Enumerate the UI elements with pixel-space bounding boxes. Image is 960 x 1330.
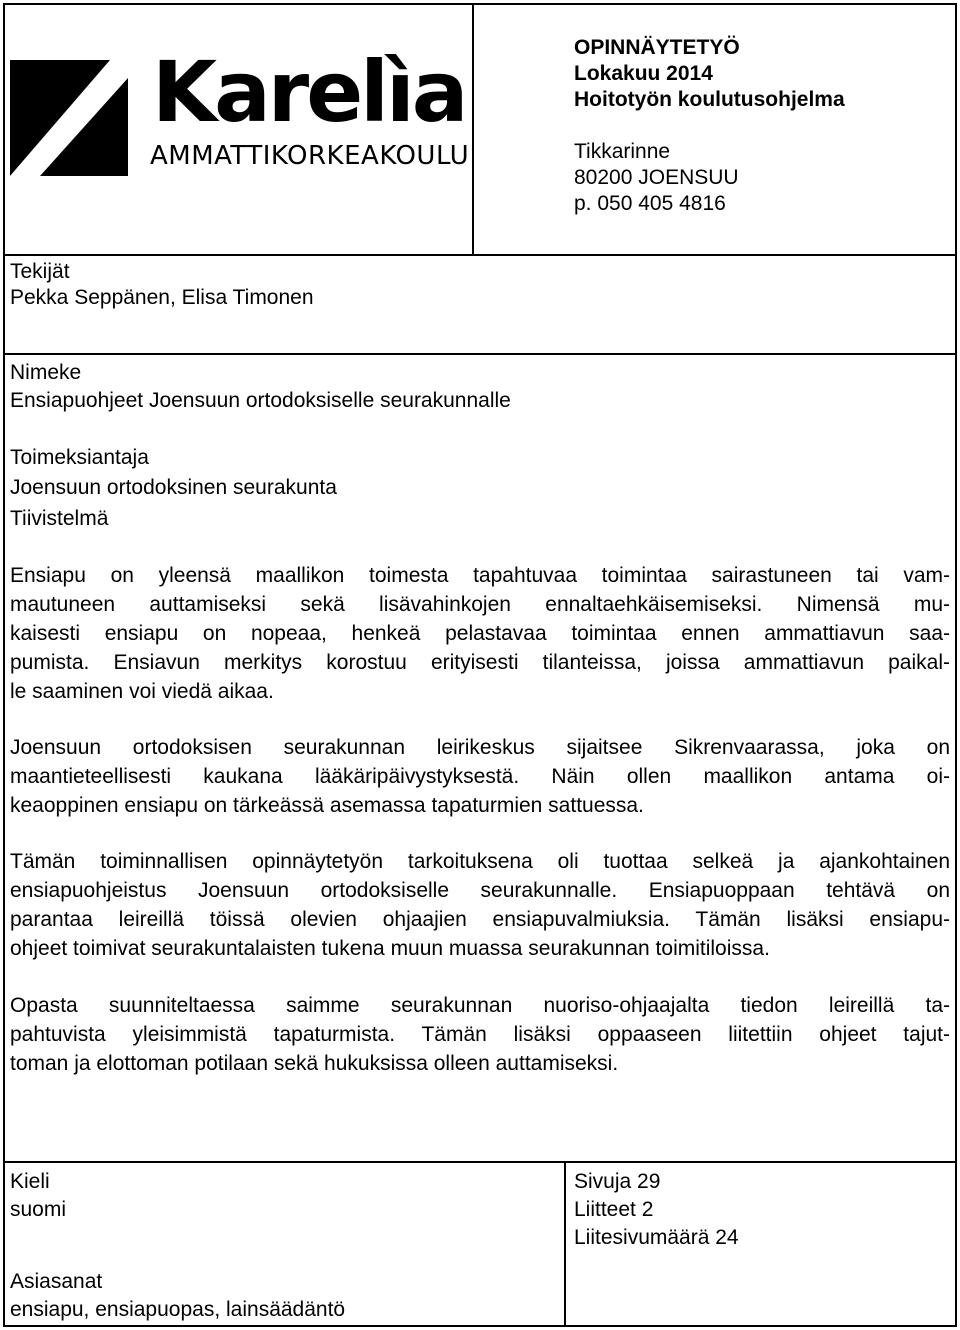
- abstract-line: ohjeet toimivat seurakuntalaisten tukena muun muassa seurakunnan toimitiloissa.: [10, 937, 770, 960]
- address-city: 80200 JOENSUU: [574, 166, 739, 189]
- appendix-count: Liitteet 2: [574, 1198, 654, 1221]
- abstract-line: pumista. Ensiavun merkitys korostuu erityisesti tilanteissa, joissa ammattiavun paikal-: [10, 651, 950, 674]
- abstract-line: Tämän toiminnallisen opinnäytetyön tarkoituksena oli tuottaa selkeä ja ajankohtainen: [10, 850, 950, 873]
- logo-wordmark: Karelìa: [152, 43, 466, 141]
- abstract-line: Opasta suunniteltaessa saimme seurakunnan nuoriso-ohjaajalta tiedon leireillä ta-: [10, 994, 950, 1017]
- karelia-logo: [10, 43, 470, 178]
- abstract-line: kaisesti ensiapu on nopeaa, henkeä pelastavaa toimintaa ennen ammattiavun saa-: [10, 622, 950, 645]
- abstract-paragraph-1: [10, 561, 950, 706]
- doc-date: Lokakuu 2014: [574, 62, 713, 85]
- language-label: Kieli: [10, 1170, 50, 1193]
- page-count: Sivuja 29: [574, 1170, 661, 1193]
- appendix-page-count: Liitesivumäärä 24: [574, 1226, 739, 1249]
- abstract-line: Ensiapu on yleensä maallikon toimesta tapahtuvaa toimintaa sairastuneen tai vam-: [10, 564, 950, 587]
- phone-number: p. 050 405 4816: [574, 192, 726, 215]
- abstract-paragraph-4: [10, 991, 950, 1078]
- logo-subtitle: AMMATTIKORKEAKOULU: [150, 141, 470, 171]
- abstract-paragraph-3: [10, 847, 950, 963]
- title-label: Nimeke: [10, 361, 82, 384]
- commissioner-label: Toimeksiantaja: [10, 446, 149, 469]
- abstract-line: maantieteellisesti kaukana lääkäripäivystyksestä. Näin ollen maallikon antama oi-: [10, 765, 950, 788]
- keywords-value: ensiapu, ensiapuopas, lainsäädäntö: [10, 1298, 346, 1321]
- abstract-label: Tiivistelmä: [10, 507, 109, 530]
- title-value: Ensiapuohjeet Joensuun ortodoksiselle seurakunnalle: [10, 389, 511, 412]
- degree-program: Hoitotyön koulutusohjelma: [574, 88, 845, 111]
- abstract-line: ensiapuohjeistus Joensuun ortodoksiselle seurakunnalle. Ensiapuoppaan tehtävä on: [10, 879, 950, 902]
- abstract-line: pahtuvista yleisimmistä tapaturmista. Tämän lisäksi oppaaseen liitettiin ohjeet tajut-: [10, 1023, 950, 1046]
- abstract-line: le saaminen voi viedä aikaa.: [10, 680, 274, 703]
- abstract-line: keaoppinen ensiapu on tärkeässä asemassa tapaturmien sattuessa.: [10, 794, 644, 817]
- abstract-line: Joensuun ortodoksisen seurakunnan leirikeskus sijaitsee Sikrenvaarassa, joka on: [10, 736, 950, 759]
- doc-type: OPINNÄYTETYÖ: [574, 36, 740, 59]
- keywords-label: Asiasanat: [10, 1270, 103, 1293]
- authors-label: Tekijät: [10, 260, 70, 283]
- address-street: Tikkarinne: [574, 140, 671, 163]
- abstract-line: parantaa leireillä töissä olevien ohjaajien ensiapuvalmiuksia. Tämän lisäksi ensiapu-: [10, 908, 950, 931]
- authors-value: Pekka Seppänen, Elisa Timonen: [10, 286, 314, 309]
- abstract-line: toman ja elottoman potilaan sekä hukuksissa olleen auttamiseksi.: [10, 1052, 619, 1075]
- commissioner-value: Joensuun ortodoksinen seurakunta: [10, 476, 337, 499]
- language-value: suomi: [10, 1198, 67, 1221]
- abstract-paragraph-2: [10, 733, 950, 820]
- abstract-line: mautuneen auttamiseksi sekä lisävahinkojen ennaltaehkäisemiseksi. Nimensä mu-: [10, 593, 950, 616]
